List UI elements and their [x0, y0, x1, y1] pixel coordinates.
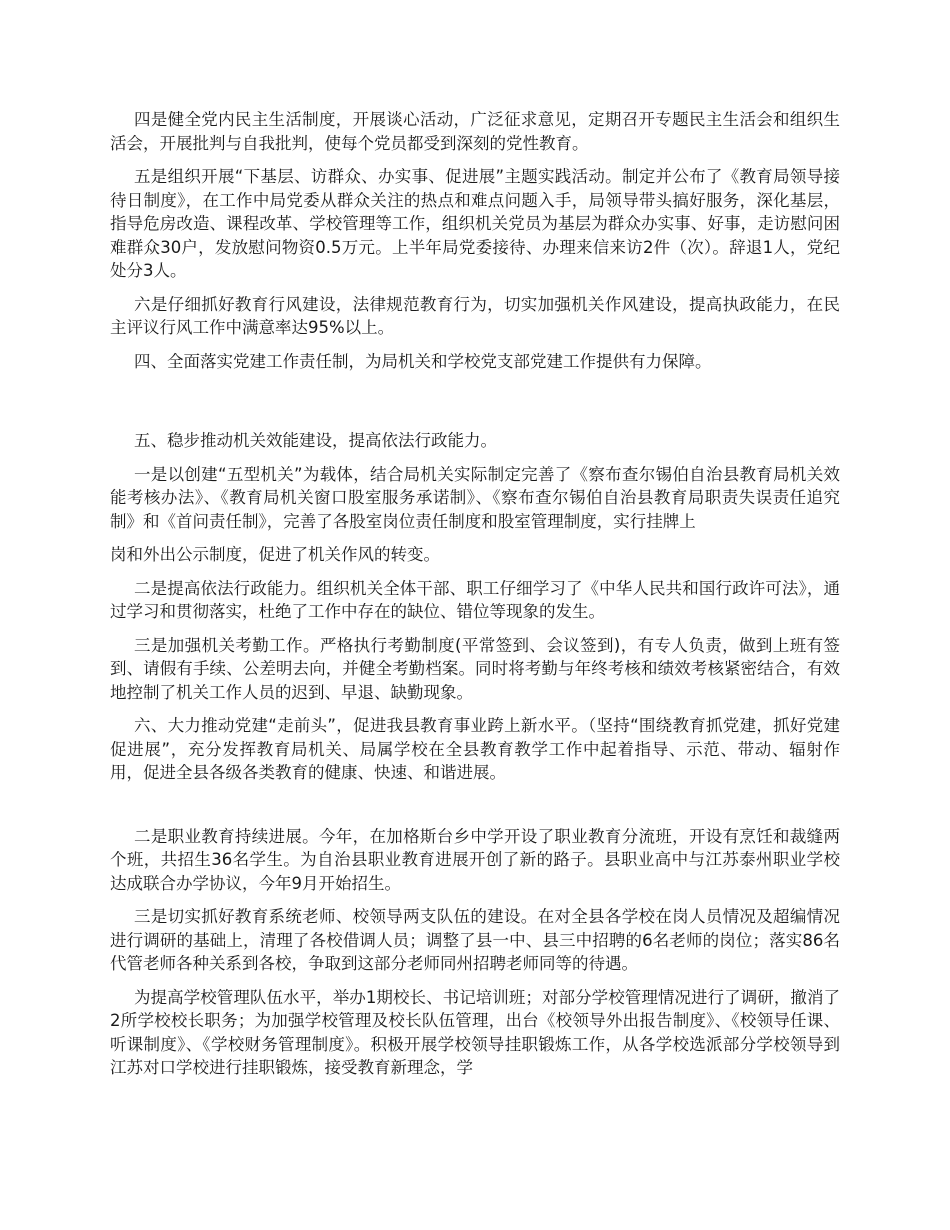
paragraph-law-administration: 二是提高依法行政能力。组织机关全体干部、职工仔细学习了《中华人民共和国行政许可法》，通过学习和贯彻落实，杜绝了工作中存在的缺位、错位等现象的发生。	[110, 578, 840, 621]
paragraph-practice-activity: 五是组织开展“下基层、访群众、办实事、促进展”主题实践活动。制定并公布了《教育局领导接待日制度》，在工作中局党委从群众关注的热点和难点问题入手，局领导带头搞好服务，深化基层，指导危房改造、课程改革、学校管理等工作，组织机关党员为基层为群众办实事、好事，走访慰问困难群众30户，发放慰问物资0.5万元。上半年局党委接待、办理来信来访2件（次）。辞退1人，党纪处分3人。	[110, 167, 840, 280]
paragraph-vocational-education: 二是职业教育持续进展。今年，在加格斯台乡中学开设了职业教育分流班，开设有烹饪和裁缝两个班，共招生36名学生。为自治县职业教育进展开创了新的路子。县职业高中与江苏泰州职业学校达成联合办学协议，今年9月开始招生。	[110, 826, 840, 893]
paragraph-attendance: 三是加强机关考勤工作。严格执行考勤制度(平常签到、会议签到)，有专人负责，做到上班有签到、请假有手续、公差明去向，并健全考勤档案。同时将考勤与年终考核和绩效考核紧密结合，有效地控制了机关工作人员的迟到、早退、缺勤现象。	[110, 635, 840, 702]
section-heading-six: 六、大力推动党建“走前头”，促进我县教育事业跨上新水平。（坚持“围绕教育抓党建，抓好党建促进展”，充分发挥教育局机关、局属学校在全县教育教学工作中起着指导、示范、带动、辐射作用，促进全县各级各类教育的健康、快速、和谐进展。	[110, 716, 840, 782]
spacer	[110, 795, 840, 825]
paragraph-democratic-life: 四是健全党内民主生活制度，开展谈心活动，广泛征求意见，定期召开专题民主生活会和组织生活会，开展批判与自我批判，使每个党员都受到深刻的党性教育。	[110, 110, 840, 153]
section-heading-five: 五、稳步推动机关效能建设，提高依法行政能力。	[134, 431, 497, 450]
paragraph-education-style: 六是仔细抓好教育行风建设，法律规范教育行为，切实加强机关作风建设，提高执政能力，在民主评议行风工作中满意率达95%以上。	[110, 294, 840, 337]
paragraph-continuation: 岗和外出公示制度，促进了机关作风的转变。	[110, 545, 440, 564]
paragraph-five-type-organ: 一是以创建“五型机关”为载体，结合局机关实际制定完善了《察布查尔锡伯自治县教育局机关效能考核办法》、《教育局机关窗口股室服务承诺制》、《察布查尔锡伯自治县教育局职责失误责任追究制》和《首问责任制》，完善了各股室岗位责任制度和股室管理制度，实行挂牌上	[110, 464, 840, 531]
paragraph-school-management: 为提高学校管理队伍水平，举办1期校长、书记培训班；对部分学校管理情况进行了调研，撤消了2所学校校长职务；为加强学校管理及校长队伍管理，出台《校领导外出报告制度》、《校领导任课、听课制度》、《学校财务管理制度》。积极开展学校领导挂职锻炼工作，从各学校选派部分学校领导到江苏对口学校进行挂职锻炼，接受教育新理念，学	[110, 987, 840, 1077]
paragraph-teacher-teams: 三是切实抓好教育系统老师、校领导两支队伍的建设。在对全县各学校在岗人员情况及超编情况进行调研的基础上，清理了各校借调人员；调整了县一中、县三中招聘的6名老师的岗位；落实86名代管老师各种关系到各校，争取到这部分老师同州招聘老师同等的待遇。	[110, 907, 840, 973]
spacer	[110, 383, 840, 429]
section-heading-four: 四、全面落实党建工作责任制，为局机关和学校党支部党建工作提供有力保障。	[134, 351, 712, 371]
